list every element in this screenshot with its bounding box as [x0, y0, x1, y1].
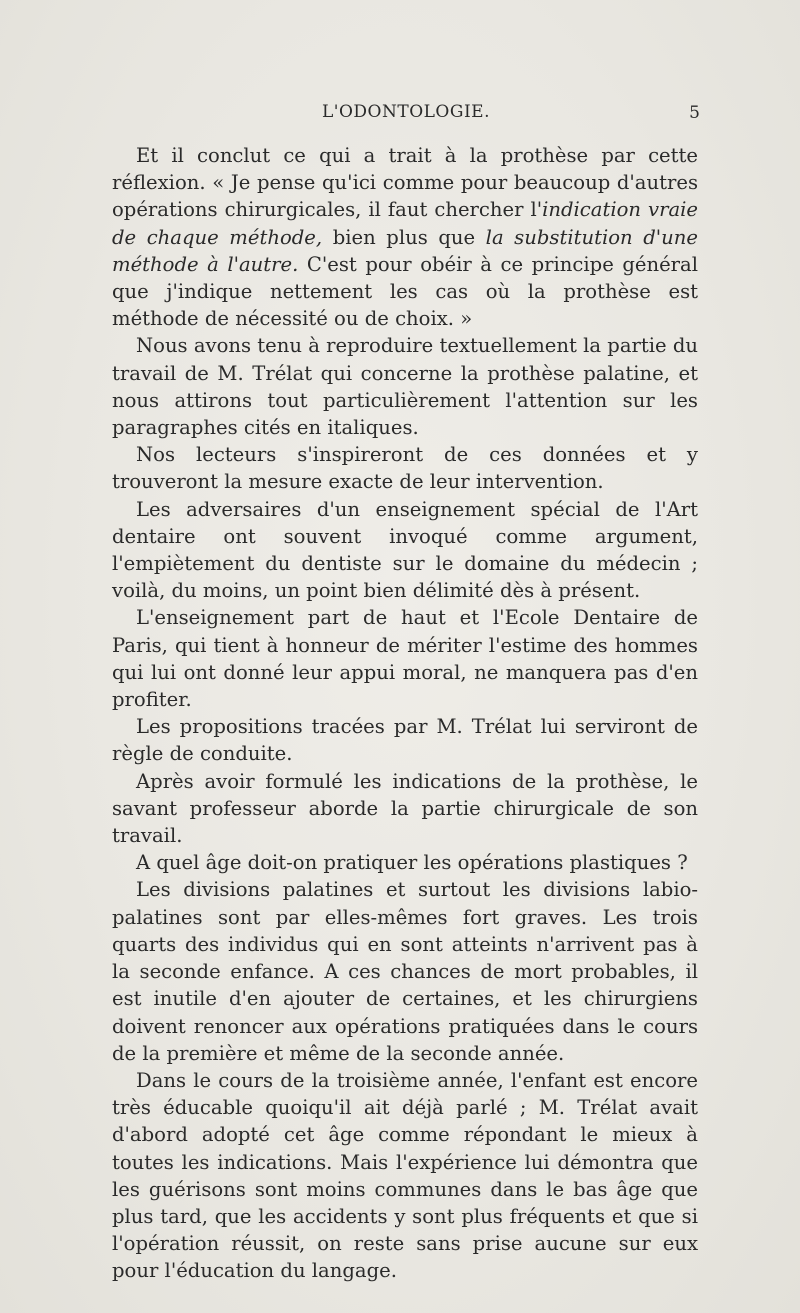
running-head: L'ODONTOLOGIE. [322, 102, 490, 122]
text-segment: Les divisions palatines et surtout les divisions labio-palatines sont par elles-mêmes fort graves. Les trois quarts des individus qui en sont atteints n'arrivent pas à la seconde enfance. A ces chances de mort probables, il est inutile d'en ajouter de certaines, et les chirurgiens doivent renoncer aux opérations pratiquées dans le cours de la première et même de la seconde année. [112, 878, 698, 1065]
paragraph [112, 332, 698, 441]
text-segment: Nous avons tenu à reproduire textuellement la partie du travail de M. Trélat qui concerne la prothèse palatine, et nous attirons tout particulièrement l'attention sur les paragraphes cités en italiques. [112, 334, 698, 440]
page-header [112, 102, 700, 128]
text-segment: Les adversaires d'un enseignement spécial de l'Art dentaire ont souvent invoqué comme argument, l'empiètement du dentiste sur le domaine du médecin ; voilà, du moins, un point bien délimité dès à présent. [112, 497, 698, 603]
paragraph [112, 441, 698, 495]
text-segment: Et il conclut ce qui a trait à la prothèse par cette réflexion. « Je pense qu'ici comme pour beaucoup d'autres opérations chirurgicales, il faut chercher l' [112, 144, 698, 222]
paragraph [112, 496, 698, 605]
body-text [112, 142, 698, 1285]
text-segment: Après avoir formulé les indications de la prothèse, le savant professeur aborde la partie chirurgicale de son travail. [112, 769, 698, 848]
paragraph [112, 1067, 698, 1285]
text-segment: bien plus que [322, 225, 486, 249]
paragraph [112, 876, 698, 1066]
text-segment: Nos lecteurs s'inspireront de ces données et y trouveront la mesure exacte de leur intervention. [112, 443, 698, 494]
paragraph [112, 142, 698, 332]
paragraph [112, 768, 698, 850]
text-segment: L'enseignement part de haut et l'Ecole Dentaire de Paris, qui tient à honneur de mériter l'estime des hommes qui lui ont donné leur appui moral, ne manquera pas d'en profiter. [112, 606, 698, 712]
italic-text: la substitution d'une méthode à l'autre. [112, 225, 698, 276]
page-number: 5 [689, 103, 700, 123]
italic-text: indication vraie de chaque méthode, [112, 198, 698, 249]
text-segment: A quel âge doit-on pratiquer les opérations plastiques ? [136, 851, 688, 875]
text-segment: Les propositions tracées par M. Trélat lui serviront de règle de conduite. [112, 715, 698, 766]
text-segment: Dans le cours de la troisième année, l'enfant est encore très éducable quoiqu'il ait déjà parlé ; M. Trélat avait d'abord adopté cet âge comme répondant le mieux à toutes les indications. Mais l'expérience lui démontra que les guérisons sont moins communes dans le bas âge que plus tard, que les accidents y sont plus fréquents et que si l'opération réussit, on reste sans prise aucune sur eux pour l'éducation du langage. [112, 1068, 698, 1283]
text-segment: C'est pour obéir à ce principe général que j'indique nettement les cas où la prothèse est méthode de nécessité ou de choix. » [112, 252, 698, 331]
paragraph [112, 849, 698, 876]
paragraph [112, 713, 698, 767]
paragraph [112, 604, 698, 713]
